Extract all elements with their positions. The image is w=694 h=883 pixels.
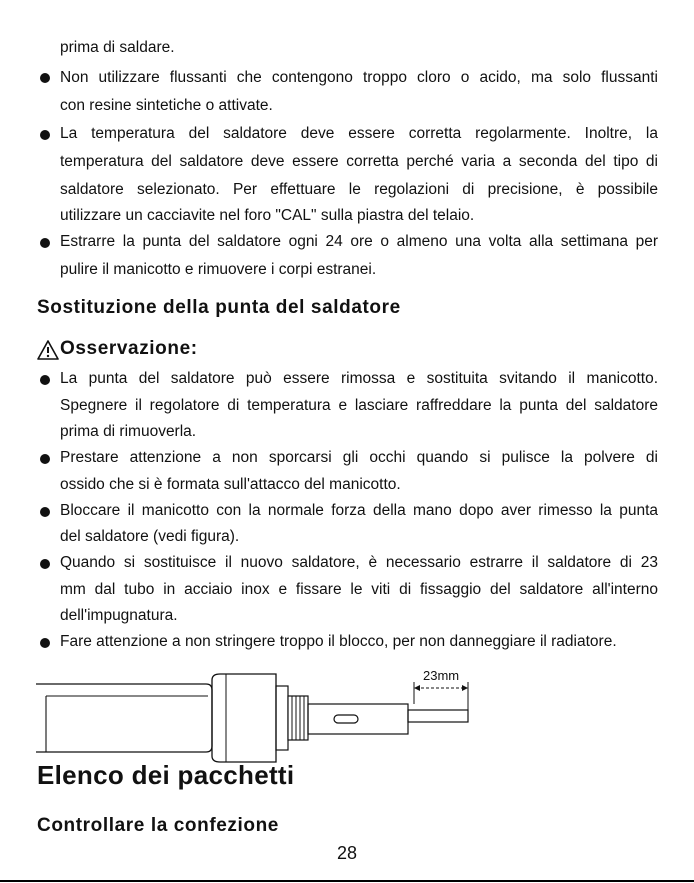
text-line: Bloccare il manicotto con la normale forza della mano dopo aver rimesso la punta (60, 502, 658, 519)
text-line: saldatore selezionato. Per effettuare le regolazioni di precisione, è possibile (60, 181, 658, 198)
dimension-label: 23mm (423, 668, 460, 683)
text-line: La temperatura del saldatore deve essere corretta regolarmente. Inoltre, la (60, 125, 658, 142)
text-line: ossido che si è formata sull'attacco del manicotto. (60, 476, 401, 493)
page-number: 28 (336, 843, 358, 863)
text-line: Non utilizzare flussanti che contengono troppo cloro o acido, ma solo flussanti (60, 69, 658, 86)
text-line: Fare attenzione a non stringere troppo il blocco, per non danneggiare il radiatore. (60, 633, 617, 650)
bullet (40, 73, 50, 83)
bottom-rule (0, 880, 694, 882)
bullet (40, 559, 50, 569)
warning-title: Osservazione: (60, 338, 198, 359)
text-line: prima di rimuoverla. (60, 423, 197, 440)
text-line: La punta del saldatore può essere rimossa e sostituita svitando il manicotto. (60, 370, 658, 387)
text-line: dell'impugnatura. (60, 607, 178, 624)
page-heading: Elenco dei pacchetti (37, 760, 295, 790)
bullet (40, 454, 50, 464)
bullet (40, 638, 50, 648)
bullet (40, 507, 50, 517)
text-line: pulire il manicotto e rimuovere i corpi estranei. (60, 261, 377, 278)
text-line: prima di saldare. (60, 39, 175, 56)
bullet (40, 130, 50, 140)
text-line: Spegnere il regolatore di temperatura e lasciare raffreddare la punta del saldatore (60, 397, 658, 414)
text-line: del saldatore (vedi figura). (60, 528, 240, 545)
text-line: mm dal tubo in acciaio inox e fissare le viti di fissaggio del saldatore all'interno (60, 581, 658, 598)
text-line: Quando si sostituisce il nuovo saldatore, è necessario estrarre il saldatore di 23 (60, 554, 658, 571)
subheading: Controllare la confezione (37, 815, 279, 836)
text-line: utilizzare un cacciavite nel foro "CAL" sulla piastra del telaio. (60, 207, 475, 224)
bullet (40, 375, 50, 385)
bullet (40, 238, 50, 248)
text-line: Estrarre la punta del saldatore ogni 24 ore o almeno una volta alla settimana per (60, 233, 658, 250)
section-title: Sostituzione della punta del saldatore (37, 297, 401, 318)
warning-icon (37, 340, 59, 360)
text-line: temperatura del saldatore deve essere corretta perché varia a seconda del tipo di (60, 153, 658, 170)
soldering-iron-figure (36, 666, 486, 766)
text-line: con resine sintetiche o attivate. (60, 97, 273, 114)
text-line: Prestare attenzione a non sporcarsi gli occhi quando si pulisce la polvere di (60, 449, 658, 466)
